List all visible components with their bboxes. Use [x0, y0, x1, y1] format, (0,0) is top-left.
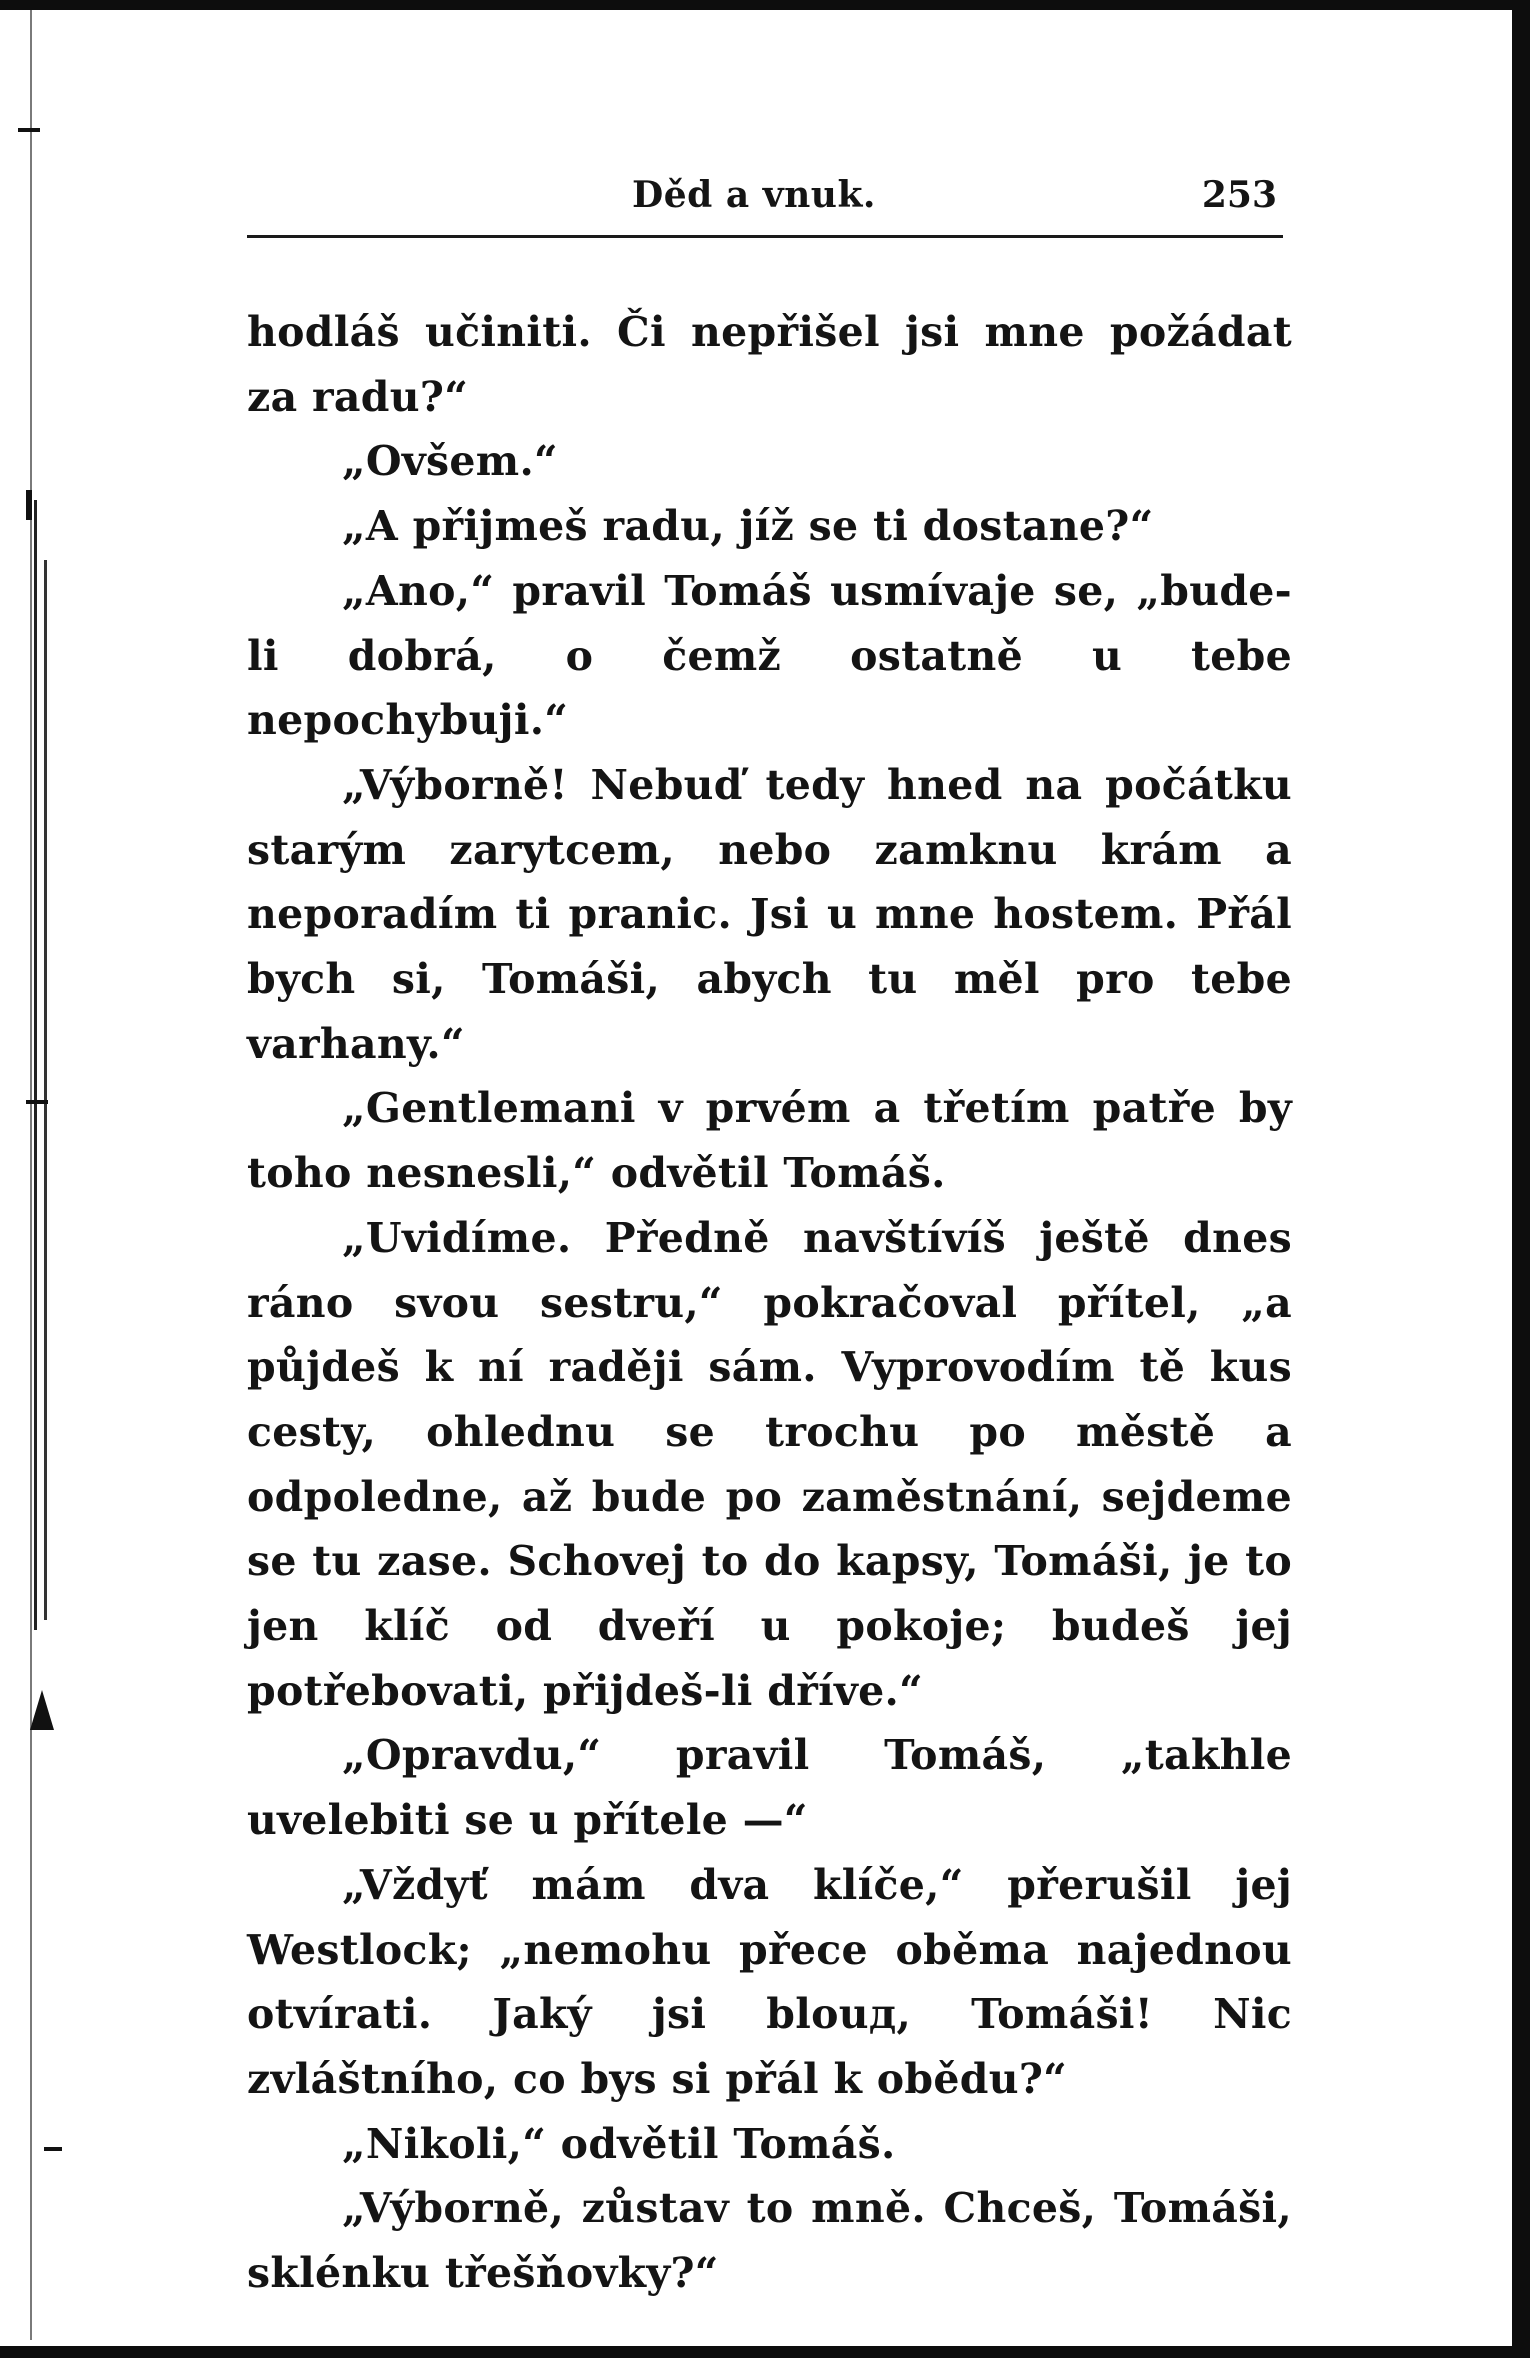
- header-rule: [247, 235, 1283, 238]
- scan-border-right: [1512, 0, 1530, 2358]
- paragraph: „Vždyť mám dva klíče,“ přerušil jej Westlock; „nemohu přece oběma najednou otvírati. Jaký jsi blouд, Tomáši! Nic zvláštního, co bys si přál k obědu?“: [247, 1860, 1292, 2103]
- binding-shadow-inner: [44, 560, 47, 1620]
- paragraph: „Gentlemani v prvém a třetím patře by toho nesnesli,“ odvětil Tomáš.: [247, 1084, 1292, 1198]
- paragraph: „Uvidíme. Předně navštívíš ještě dnes ráno svou sestru,“ pokračoval přítel, „a půjdeš k ní raději sám. Vyprovodím tě kus cesty, ohlednu se trochu po městě a odpoledne, až bude po zaměstnání, sejdeme se tu zase. Schovej to do kapsy, Tomáši, je to jen klíč od dveří u pokoje; budeš jej potřebovati, přijdeš-li dříve.“: [247, 1213, 1292, 1715]
- paragraph: „Ano,“ pravil Tomáš usmívaje se, „bude-li dobrá, o čemž ostatně u tebe nepochybuji.“: [247, 566, 1292, 745]
- scan-border-top: [0, 0, 1530, 10]
- scan-mark: [26, 1100, 48, 1104]
- page-number: 253: [1201, 174, 1277, 216]
- running-header: [247, 170, 1283, 230]
- scan-mark: [18, 128, 40, 132]
- scan-mark: [30, 1690, 54, 1730]
- paragraph: „Nikoli,“ odvětil Tomáš.: [342, 2119, 896, 2168]
- paragraph: „Opravdu,“ pravil Tomáš, „takhle uvelebiti se u přítele —“: [247, 1731, 1292, 1845]
- scan-border-bottom: [0, 2346, 1530, 2358]
- scan-border-left: [30, 10, 32, 2340]
- paragraph: „Výborně, zůstav to mně. Chceš, Tomáši, sklénku třešňovky?“: [247, 2184, 1292, 2298]
- paragraph: „Výborně! Nebuď tedy hned na počátku starým zarytcem, nebo zamknu krám a neporadím ti pranic. Jsi u mne hostem. Přál bych si, Tomáši, abych tu měl pro tebe varhany.“: [247, 760, 1292, 1068]
- scan-mark: [26, 490, 32, 520]
- paragraph: „A přijmeš radu, jíž se ti dostane?“: [342, 502, 1154, 551]
- body-text: [247, 300, 1292, 2306]
- paragraph: „Ovšem.“: [342, 437, 558, 486]
- binding-shadow: [34, 500, 37, 1630]
- scan-mark: [44, 2147, 62, 2151]
- paragraph: hodláš učiniti. Či nepřišel jsi mne požádat za radu?“: [247, 308, 1292, 421]
- running-title: Děd a vnuk.: [632, 174, 876, 216]
